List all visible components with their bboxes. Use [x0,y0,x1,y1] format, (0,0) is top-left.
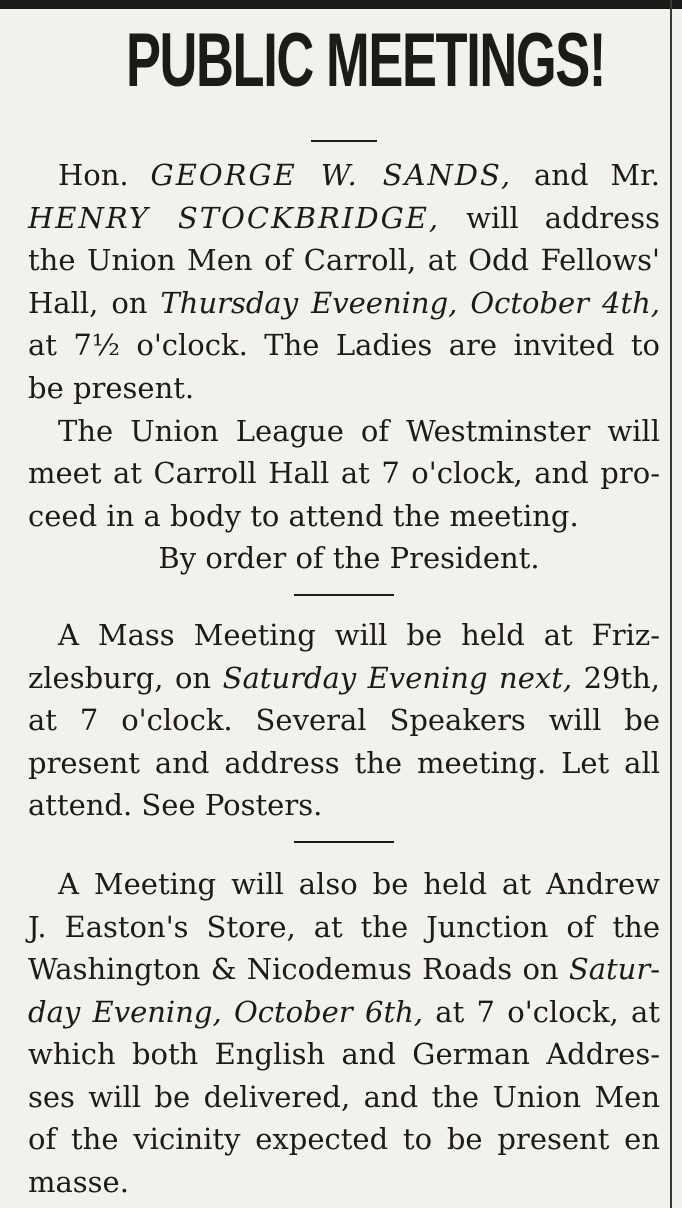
notice-line: which both English and German Addres- [28,1037,660,1072]
notice-line: attend. See Posters. [28,788,323,823]
notice-line [28,197,660,240]
column-border-rule [670,0,672,1208]
speaker-name: HENRY STOCKBRIDGE, [28,200,441,235]
notice-mass-meeting [28,614,660,827]
notice-line: at 7½ o'clock. The Ladies are invited to [28,328,660,363]
notice-line: ceed in a body to attend the meeting. [28,498,579,533]
notice-line: present and address the meeting. Let all [28,745,660,780]
text-run: will address [440,200,660,235]
notice-line [28,657,660,700]
notice-line: A Meeting will also be held at Andrew [58,866,660,901]
notice-line: the Union Men of Carroll, at Odd Fellows' [28,243,660,278]
headline: PUBLIC MEETINGS! [125,18,605,103]
notice-line: masse. [28,1165,129,1200]
notice-line: The Union League of Westminster will [58,413,660,448]
notice-line [28,991,660,1034]
notice-line [28,948,660,991]
top-border-rule [0,0,682,9]
notice-line: J. Easton's Store, at the Junction of the [28,909,660,944]
text-run: Hon. [58,158,151,192]
notice-line: at 7 o'clock. Several Speakers will be [28,703,660,738]
notice-line [28,154,660,197]
notice-sands-stockbridge [28,154,660,410]
notice-line: be present. [28,370,195,405]
divider-rule [294,841,394,843]
meeting-date: day Evening, October 6th, [28,994,423,1029]
divider-rule [311,140,377,142]
notice-line: ses will be delivered, and the Union Men [28,1079,660,1114]
notice-line: A Mass Meeting will be held at Friz- [58,617,660,652]
text-run: 29th, [572,660,661,695]
meeting-date: Satur- [568,952,660,987]
text-run: zlesburg, on [28,660,223,695]
text-run: Washington & Nicodemus Roads on [28,952,569,987]
text-run: Hall, on [28,285,161,320]
notice-line [28,282,660,325]
text-run: at 7 o'clock, at [423,994,660,1029]
meeting-date: Saturday Evening next, [222,660,573,695]
notice-line: meet at Carroll Hall at 7 o'clock, and pro- [28,456,660,491]
signature-line: By order of the President. [158,541,540,576]
meeting-date: Thursday Eveening, October 4th, [160,285,661,320]
text-run: and Mr. [512,158,660,192]
divider-rule [294,594,394,596]
speaker-name: GEORGE W. SANDS, [150,158,513,192]
notice-easton-store [28,863,660,1204]
notice-line: of the vicinity expected to be present en [28,1122,660,1157]
newspaper-column [28,16,660,1204]
notice-union-league [28,410,660,580]
